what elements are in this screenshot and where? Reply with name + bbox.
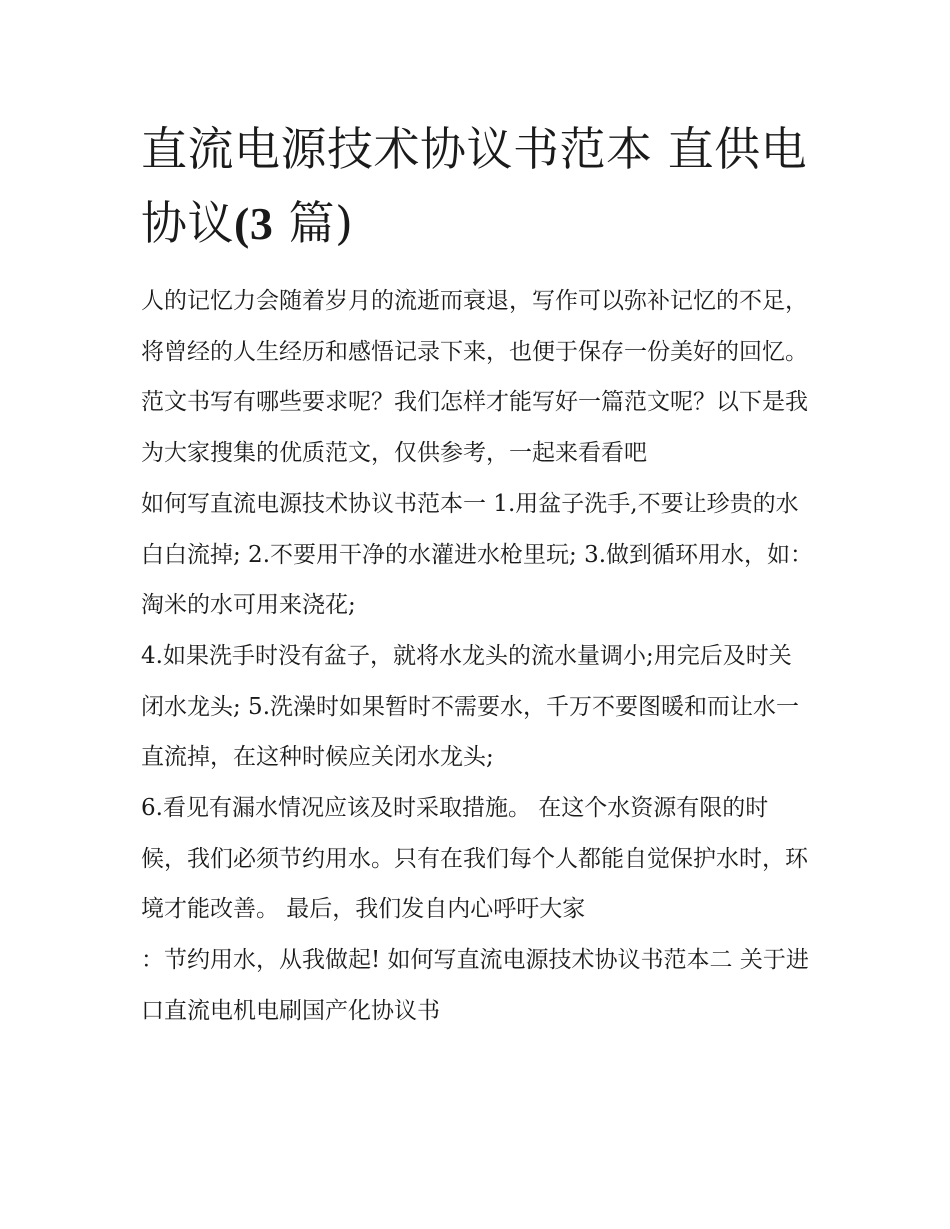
body-paragraph-1: 如何写直流电源技术协议书范本一 1.用盆子洗手,不要让珍贵的水白白流掉; 2.不要用干净的水灌进水枪里玩; 3.做到循环用水，如：淘米的水可用来浇花; [141,490,814,619]
body-paragraph-3: 6.看见有漏水情况应该及时采取措施。 在这个水资源有限的时候，我们必须节约用水。只有在我们每个人都能自觉保护水时，环境才能改善。 最后，我们发自内心呼吁大家 [141,795,808,923]
document-title [141,112,821,261]
intro-paragraph: 人的记忆力会随着岁月的流逝而衰退，写作可以弥补记忆的不足，将曾经的人生经历和感悟记录下来，也便于保存一份美好的回忆。范文书写有哪些要求呢？我们怎样才能写好一篇范文呢？以下是我为大家搜集的优质范文，仅供参考，一起来看看吧 [141,288,808,467]
body-paragraph-2: 4.如果洗手时没有盆子，就将水龙头的流水量调小;用完后及时关闭水龙头; 5.洗澡时如果暂时不需要水，千万不要图暖和而让水一直流掉，在这种时候应关闭水龙头; [141,642,800,771]
body-paragraph-4: ：节约用水，从我做起! 如何写直流电源技术协议书范本二 关于进口直流电机电刷国产化协议书 [141,947,809,1024]
title-unit: 篇) [273,196,354,250]
title-count: (3 [234,198,274,249]
document-body [141,276,813,1037]
title-main-text: 直流电源技术协议书范本 直供电协议 [141,122,808,250]
